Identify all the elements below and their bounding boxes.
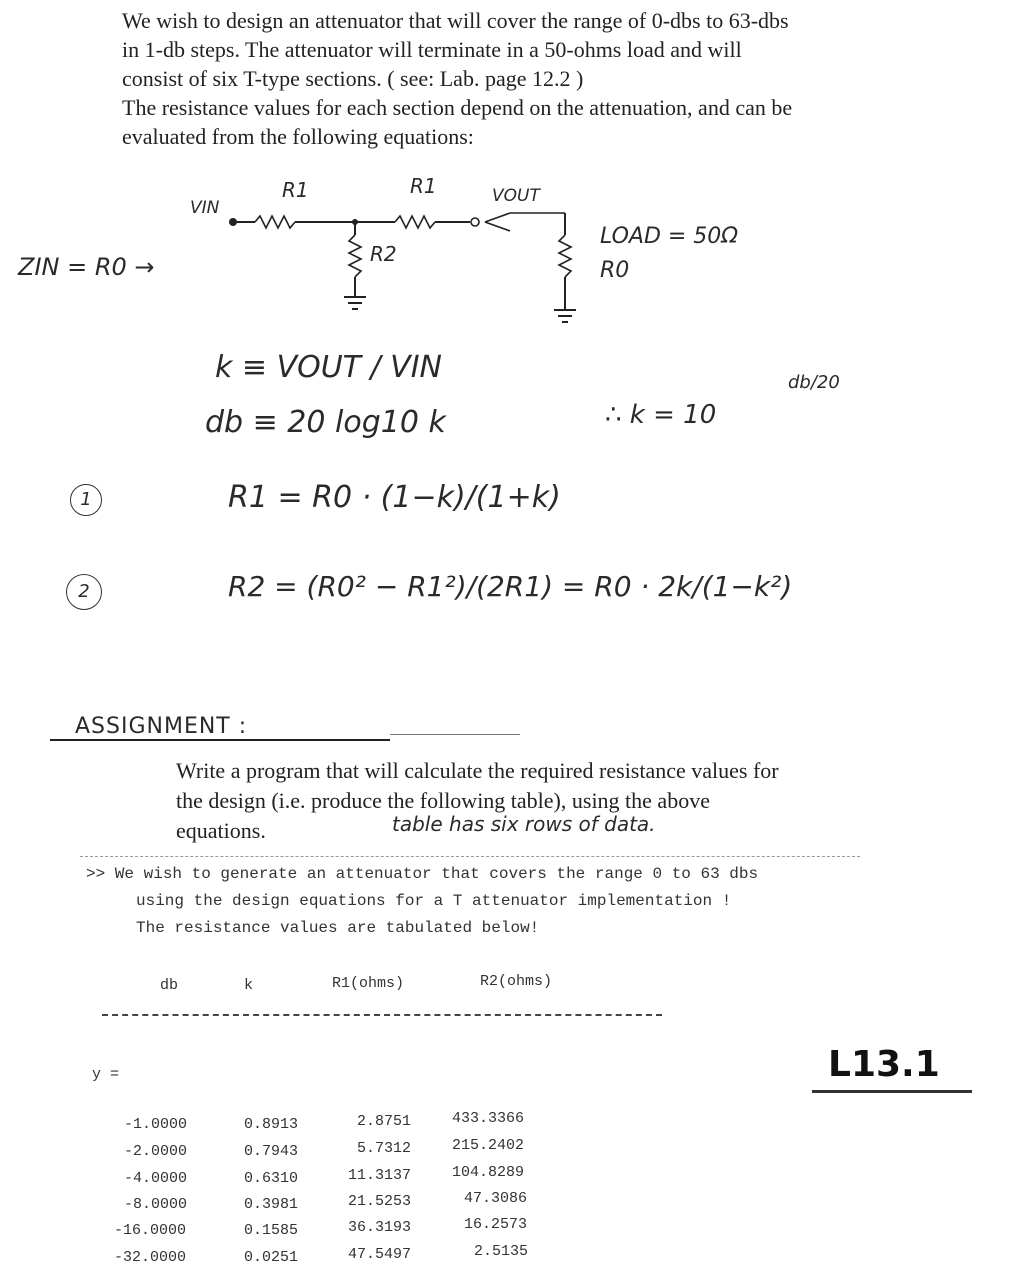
assignment-line-2: the design (i.e. produce the following table), using the above xyxy=(176,788,710,813)
r1-left-resistor xyxy=(255,216,295,228)
cell-db: -16.0000 xyxy=(114,1222,187,1239)
eq1-marker: 1 xyxy=(70,484,102,516)
load-resistor xyxy=(559,235,571,277)
r2-label: R2 xyxy=(370,242,397,266)
k-definition: k ≡ VOUT / VIN xyxy=(215,350,442,385)
intro-line-5: evaluated from the following equations: xyxy=(122,124,474,149)
eq2-marker: 2 xyxy=(66,574,102,610)
cell-k: 0.7943 xyxy=(244,1143,299,1160)
cell-k: 0.3981 xyxy=(244,1196,299,1213)
assignment-heading: ASSIGNMENT : xyxy=(75,714,248,739)
cell-r2: 47.3086 xyxy=(464,1190,528,1207)
vout-label: VOUT xyxy=(492,186,540,206)
page-label-underline xyxy=(812,1090,972,1093)
cell-k: 0.1585 xyxy=(244,1222,299,1239)
cell-db: -32.0000 xyxy=(114,1249,187,1266)
cell-r1: 21.5253 xyxy=(348,1193,412,1210)
cell-r2: 215.2402 xyxy=(452,1137,525,1154)
cell-k: 0.6310 xyxy=(244,1170,299,1187)
cell-db: -1.0000 xyxy=(124,1116,188,1133)
r1-left-label: R1 xyxy=(282,178,309,202)
r2-resistor xyxy=(349,235,361,277)
intro-line-3: consist of six T-type sections. ( see: Lab. page 12.2 ) xyxy=(122,66,584,91)
y-label: y = xyxy=(92,1066,120,1083)
cell-db: -4.0000 xyxy=(124,1170,188,1187)
intro-line-4: The resistance values for each section depend on the attenuation, and can be xyxy=(122,95,793,120)
t-attenuator-circuit xyxy=(0,165,1012,345)
equation-2: R2 = (R0² − R1²)/(2R1) = R0 · 2k/(1−k²) xyxy=(228,570,793,603)
cell-r1: 5.7312 xyxy=(357,1140,412,1157)
cell-r2: 2.5135 xyxy=(474,1243,529,1260)
ro-label: R0 xyxy=(600,258,630,283)
intro-line-2: in 1-db steps. The attenuator will terminate in a 50-ohms load and will xyxy=(122,37,742,62)
zin-label: ZIN = R0 → xyxy=(18,253,155,281)
header-k: k xyxy=(244,977,254,994)
db-definition: db ≡ 20 log10 k xyxy=(205,405,446,440)
k-exponent: db/20 xyxy=(788,372,840,393)
cell-k: 0.0251 xyxy=(244,1249,299,1266)
cell-k: 0.8913 xyxy=(244,1116,299,1133)
vout-terminal xyxy=(471,218,479,226)
header-r2: R2(ohms) xyxy=(480,973,553,990)
assignment-rule xyxy=(390,734,520,735)
r1-right-resistor xyxy=(395,216,435,228)
cell-r2: 16.2573 xyxy=(464,1216,528,1233)
cell-r2: 104.8289 xyxy=(452,1164,525,1181)
assignment-note: table has six rows of data. xyxy=(392,812,656,836)
k-result: ∴ k = 10 xyxy=(605,400,717,430)
assignment-line-1: Write a program that will calculate the required resistance values for xyxy=(176,758,779,783)
assignment-underline xyxy=(50,739,390,741)
output-line-1: >> We wish to generate an attenuator that covers the range 0 to 63 dbs xyxy=(86,865,759,883)
output-line-3: The resistance values are tabulated below! xyxy=(136,919,540,937)
cell-r1: 11.3137 xyxy=(348,1167,412,1184)
r1-right-label: R1 xyxy=(410,174,437,198)
cell-db: -8.0000 xyxy=(124,1196,188,1213)
cell-r1: 47.5497 xyxy=(348,1246,412,1263)
intro-line-1: We wish to design an attenuator that will cover the range of 0-dbs to 63-dbs xyxy=(122,8,789,33)
cell-r1: 36.3193 xyxy=(348,1219,412,1236)
vin-label: VIN xyxy=(190,198,220,218)
header-r1: R1(ohms) xyxy=(332,975,405,992)
equation-1: R1 = R0 · (1−k)/(1+k) xyxy=(228,480,561,515)
assignment-line-3: equations. xyxy=(176,818,266,843)
cell-db: -2.0000 xyxy=(124,1143,188,1160)
header-db: db xyxy=(160,977,179,994)
load-label: LOAD = 50Ω xyxy=(600,224,739,249)
cell-r2: 433.3366 xyxy=(452,1110,525,1127)
page-label: L13.1 xyxy=(828,1044,940,1085)
table-header-rule xyxy=(102,1014,662,1016)
cell-r1: 2.8751 xyxy=(357,1113,412,1130)
output-separator xyxy=(80,856,860,857)
output-line-2: using the design equations for a T attenuator implementation ! xyxy=(136,892,732,910)
